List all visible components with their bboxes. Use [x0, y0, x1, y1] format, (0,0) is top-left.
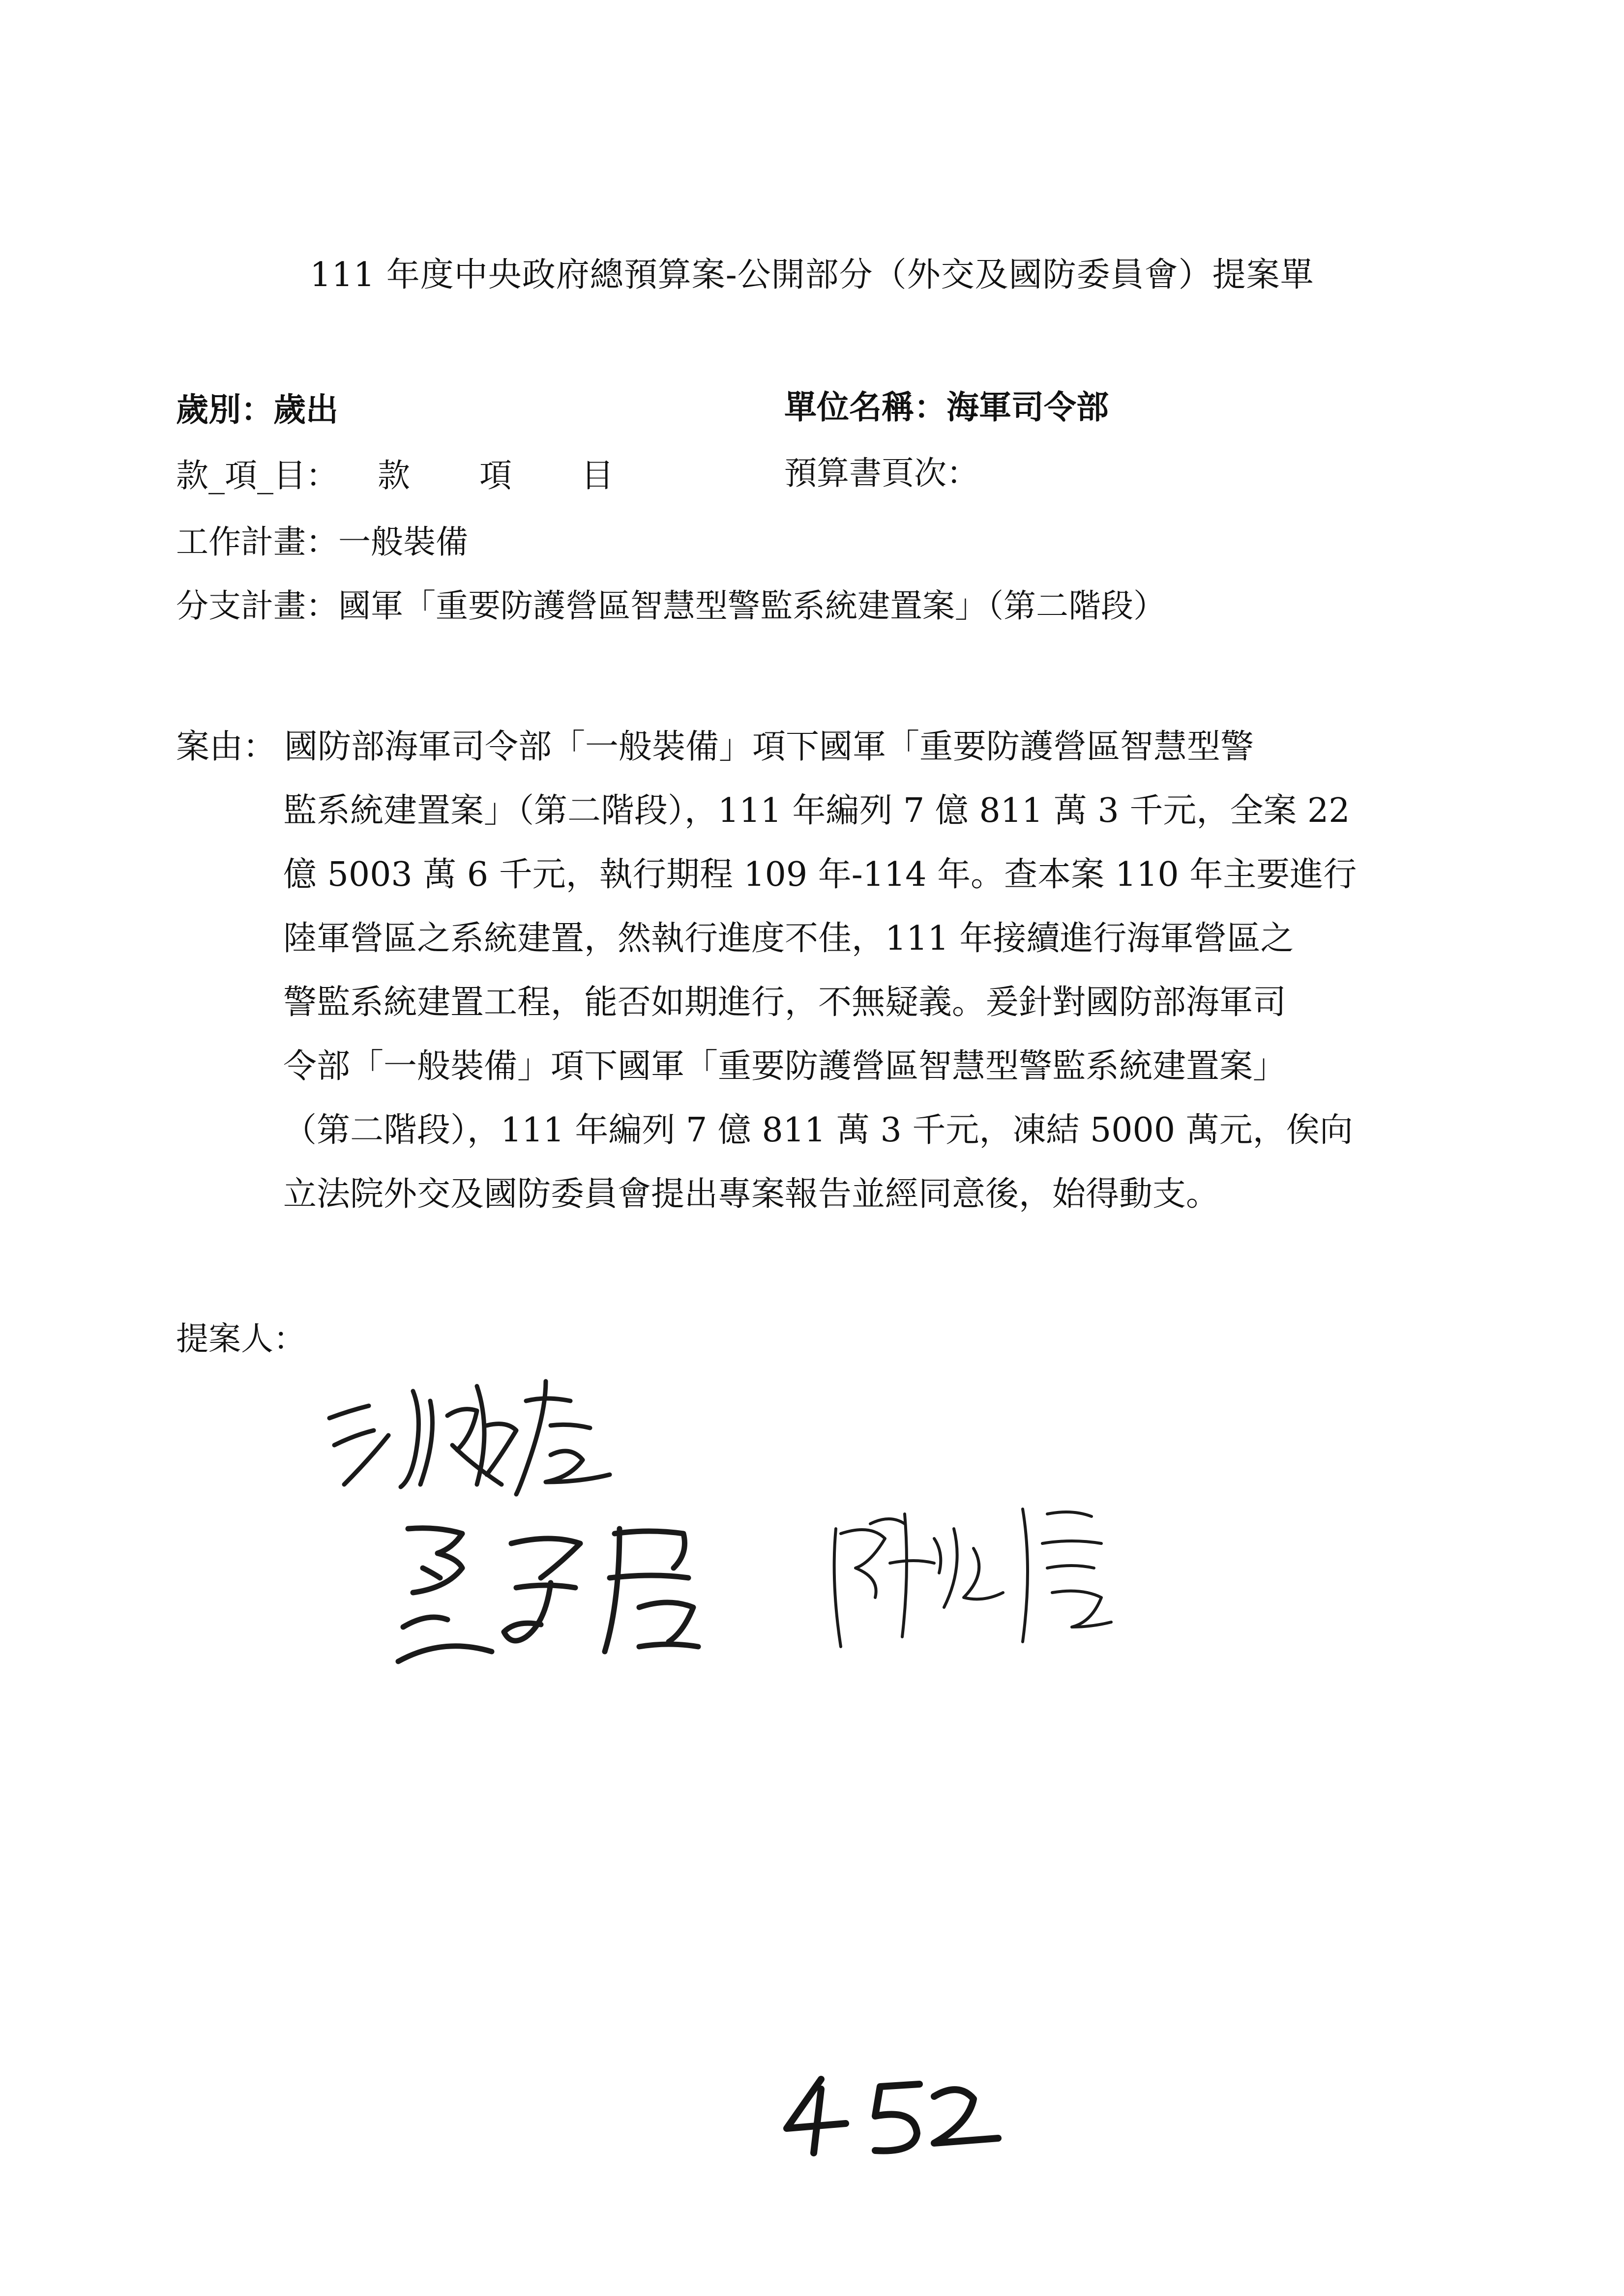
kxm-value: 款 項 目 [378, 457, 643, 494]
unit-name-field: 單位名稱：海軍司令部 [784, 388, 1109, 426]
signature-2 [393, 1514, 747, 1681]
case-line: 國防部海軍司令部「一般裝備」項下國軍「重要防護營區智慧型警 [284, 727, 1254, 766]
document-title: 111 年度中央政府總預算案-公開部分（外交及國防委員會）提案單 [310, 256, 1314, 294]
case-line: 億 5003 萬 6 千元，執行期程 109 年-114 年。查本案 110 年主要進行 [283, 855, 1357, 894]
page-number [767, 2069, 1013, 2158]
signature-1 [315, 1371, 738, 1499]
work-plan-field: 工作計畫：一般裝備 [176, 523, 468, 561]
case-line: 立法院外交及國防委員會提出專案報告並經同意後，始得動支。 [283, 1175, 1220, 1214]
case-line: （第二階段），111 年編列 7 億 811 萬 3 千元，凍結 5000 萬元，俟向 [283, 1111, 1353, 1150]
case-label: 案由： [176, 727, 277, 766]
signature-3 [816, 1499, 1200, 1661]
case-line: 陸軍營區之系統建置，然執行進度不佳，111 年接續進行海軍營區之 [283, 919, 1294, 958]
sub-plan-field: 分支計畫：國軍「重要防護營區智慧型警監系統建置案」（第二階段） [176, 587, 1166, 625]
budget-page-field: 預算書頁次： [784, 454, 979, 492]
kxm-label: 款_項_目： [176, 457, 338, 494]
case-line: 令部「一般裝備」項下國軍「重要防護營區智慧型警監系統建置案」 [283, 1047, 1287, 1086]
case-line: 監系統建置案」（第二階段），111 年編列 7 億 811 萬 3 千元，全案 22 [283, 791, 1350, 830]
proposer-label: 提案人： [176, 1320, 306, 1358]
kxm-field [176, 457, 643, 494]
case-line: 警監系統建置工程，能否如期進行，不無疑義。爰針對國防部海軍司 [283, 983, 1287, 1022]
year-category-field: 歲別：歲出 [176, 390, 338, 429]
